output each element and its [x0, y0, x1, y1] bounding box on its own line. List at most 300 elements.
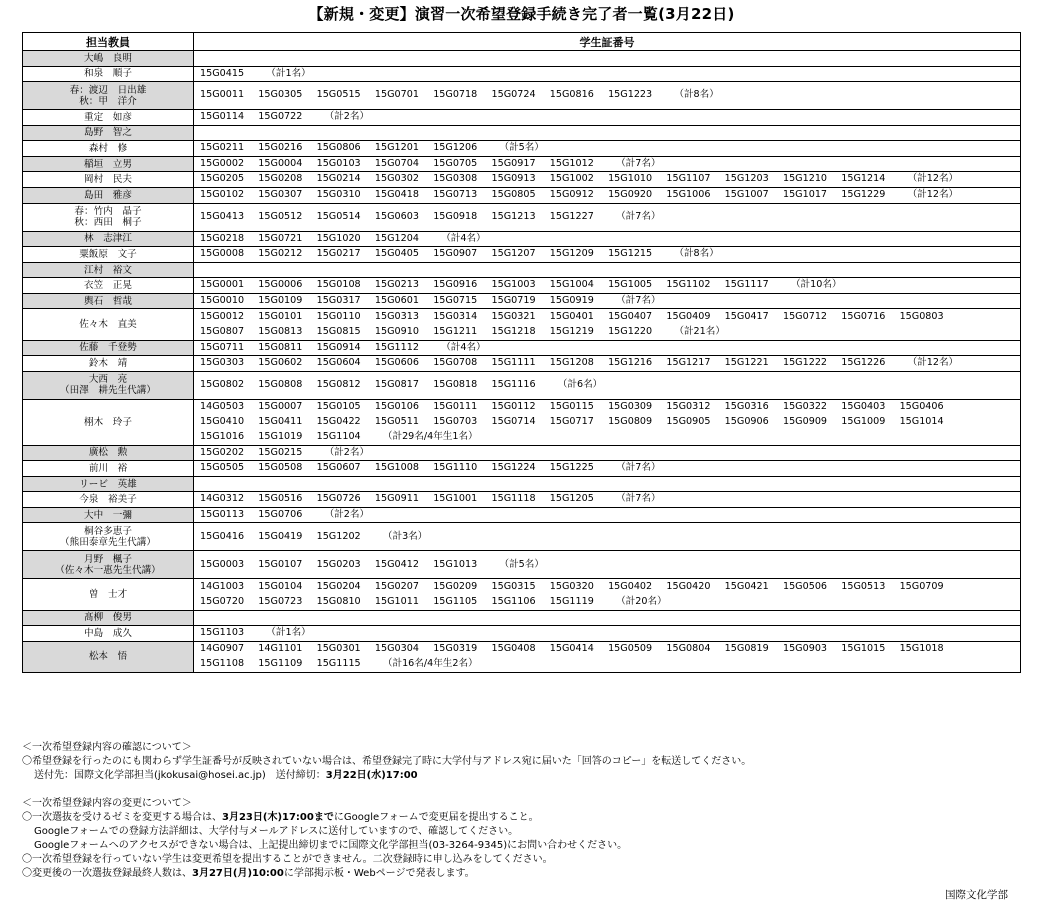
student-id: 15G0909	[782, 415, 828, 427]
student-id-list	[194, 110, 1021, 126]
student-id: 15G1013	[433, 558, 478, 570]
student-count: （計12名）	[907, 357, 959, 369]
teacher-name	[23, 203, 194, 231]
department-name: 国際文化学部	[945, 889, 1008, 901]
teacher-row	[23, 579, 1021, 610]
student-id: 15G1206	[433, 142, 478, 154]
student-id: 15G1226	[841, 357, 886, 369]
student-count: （計2名）	[324, 508, 370, 520]
teacher-name-line: 桐谷多恵子	[84, 525, 132, 537]
student-id-line	[200, 642, 1020, 657]
student-id-line	[200, 626, 1020, 641]
student-id: 15G1227	[549, 210, 594, 222]
student-id: 15G1215	[608, 248, 653, 260]
student-id-line	[200, 247, 1020, 262]
student-id: 15G0104	[258, 580, 303, 592]
student-id: 15G1220	[608, 325, 653, 337]
student-id: 15G0321	[491, 310, 536, 322]
student-id-line	[200, 378, 1020, 393]
student-id: 15G1001	[433, 493, 478, 505]
change-note-2: Googleフォームでの登録方法詳細は、大学付与メールアドレスに送付していますので、確認してください。	[34, 826, 519, 837]
student-id-list	[194, 278, 1021, 294]
student-id: 15G0202	[200, 446, 245, 458]
student-id-list	[194, 340, 1021, 356]
student-id: 15G1002	[549, 173, 594, 185]
student-id: 15G0403	[841, 401, 886, 413]
student-id: 15G0217	[316, 248, 361, 260]
student-id-list	[194, 309, 1021, 340]
student-id-list	[194, 371, 1021, 399]
student-id: 15G1207	[491, 248, 536, 260]
student-id: 15G1118	[491, 493, 536, 505]
student-id: 15G1224	[491, 462, 536, 474]
student-id-line	[200, 446, 1020, 461]
teacher-name-line: （佐々木一惠先生代講）	[55, 564, 161, 576]
teacher-name-line: リービ 英雄	[79, 478, 137, 490]
teacher-name-line: 江村 裕文	[84, 264, 132, 276]
student-id-list	[194, 231, 1021, 247]
student-id: 15G0714	[491, 415, 536, 427]
student-id: 15G0717	[549, 415, 594, 427]
student-id: 15G0103	[316, 157, 361, 169]
student-id: 15G1112	[374, 341, 419, 353]
student-id: 15G0807	[200, 325, 245, 337]
teacher-name	[23, 141, 194, 157]
teacher-column-header: 担当教員	[23, 33, 194, 51]
student-id: 15G0607	[316, 462, 361, 474]
teacher-row	[23, 340, 1021, 356]
teacher-name-line: 大嶋 良明	[84, 52, 132, 64]
student-id: 15G1216	[608, 357, 653, 369]
student-id: 15G0112	[491, 401, 536, 413]
student-id: 15G1203	[724, 173, 769, 185]
student-id-line	[200, 400, 1020, 415]
teacher-name-line: 松本 悟	[88, 651, 128, 663]
student-id: 15G0001	[200, 279, 245, 291]
student-id-list	[194, 203, 1021, 231]
change-note-3: Googleフォームへのアクセスができない場合は、上記提出締切までに国際文化学部担当(03-3264-9345)にお問い合わせください。	[34, 840, 628, 851]
student-id: 15G0401	[549, 310, 594, 322]
student-count: （計7名）	[616, 210, 661, 222]
teacher-row	[23, 66, 1021, 82]
student-id: 15G0606	[374, 357, 419, 369]
student-id: 15G1009	[841, 415, 886, 427]
student-id-line	[200, 356, 1020, 371]
student-id: 15G0007	[258, 401, 303, 413]
student-id: 15G0211	[200, 142, 245, 154]
student-id: 15G0713	[433, 188, 478, 200]
student-id: 15G1010	[608, 173, 653, 185]
student-count: （計2名）	[324, 111, 370, 123]
student-id: 15G0008	[200, 248, 245, 260]
student-id-list	[194, 82, 1021, 110]
student-id: 15G1229	[841, 188, 886, 200]
teacher-name-line: 今泉 裕美子	[79, 494, 137, 506]
student-id-line	[200, 657, 1020, 672]
student-count: （計1名）	[266, 627, 311, 639]
student-id: 15G0722	[258, 111, 303, 123]
teacher-row	[23, 125, 1021, 141]
student-id: 15G0802	[200, 379, 245, 391]
student-id-column-header: 学生証番号	[194, 33, 1021, 51]
teacher-name	[23, 610, 194, 626]
student-id: 15G0312	[666, 401, 711, 413]
student-id: 15G1108	[200, 657, 245, 669]
student-id: 15G1210	[782, 173, 828, 185]
teacher-name	[23, 66, 194, 82]
teacher-name-line: 岡村 民夫	[84, 174, 132, 186]
student-id: 15G1117	[724, 279, 769, 291]
student-count: （計4名）	[441, 232, 486, 244]
student-id-line	[200, 67, 1020, 82]
student-id-line	[200, 415, 1020, 430]
student-id-list	[194, 66, 1021, 82]
student-id: 15G1104	[316, 430, 361, 442]
teacher-row	[23, 461, 1021, 477]
student-id: 15G0102	[200, 188, 245, 200]
student-id-line	[200, 210, 1020, 225]
student-id: 15G0511	[374, 415, 419, 427]
student-id: 15G0003	[200, 558, 245, 570]
student-id: 14G0907	[200, 643, 245, 655]
student-id: 15G0910	[374, 325, 419, 337]
teacher-row	[23, 187, 1021, 203]
teacher-name	[23, 262, 194, 278]
student-id: 15G0216	[258, 142, 303, 154]
student-count: （計8名）	[674, 248, 719, 260]
student-id: 15G1005	[608, 279, 653, 291]
student-id: 15G0711	[200, 341, 245, 353]
student-id: 15G0603	[374, 210, 419, 222]
student-id: 15G0917	[491, 157, 536, 169]
student-id: 15G0718	[433, 89, 478, 101]
student-id: 15G1102	[666, 279, 711, 291]
teacher-row	[23, 371, 1021, 399]
teacher-name-line: 重定 如彦	[84, 111, 132, 123]
teacher-row	[23, 356, 1021, 372]
student-id: 15G0703	[433, 415, 478, 427]
teacher-name	[23, 579, 194, 610]
student-id-line	[200, 558, 1020, 573]
student-id: 15G0601	[374, 294, 419, 306]
student-id-list	[194, 507, 1021, 523]
student-id: 14G0312	[200, 493, 245, 505]
teacher-name-line: 島田 雅彦	[84, 189, 132, 201]
student-id: 15G0409	[666, 310, 711, 322]
student-id-line	[200, 430, 1020, 445]
teacher-name	[23, 551, 194, 579]
announce-date: 3月27日(月)10:00	[192, 868, 284, 879]
teacher-row	[23, 492, 1021, 508]
student-count: （計7名）	[616, 294, 661, 306]
student-id: 15G0304	[374, 643, 419, 655]
student-id: 15G0208	[258, 173, 303, 185]
student-id: 15G1223	[608, 89, 653, 101]
student-id: 15G0105	[316, 401, 361, 413]
teacher-name	[23, 507, 194, 523]
student-count: （計5名）	[499, 142, 544, 154]
student-id: 15G0405	[374, 248, 419, 260]
student-id: 15G1017	[782, 188, 828, 200]
student-id-list	[194, 551, 1021, 579]
student-id-list	[194, 293, 1021, 309]
student-id-line	[200, 278, 1020, 293]
student-id-list	[194, 262, 1021, 278]
student-id: 15G0410	[200, 415, 245, 427]
change-deadline: 3月23日(木)17:00まで	[222, 812, 334, 823]
teacher-row	[23, 523, 1021, 551]
student-id-list	[194, 399, 1021, 445]
student-id: 15G0111	[433, 401, 478, 413]
student-id-list	[194, 641, 1021, 672]
student-count: （計7名）	[616, 493, 661, 505]
student-id: 15G1006	[666, 188, 711, 200]
student-id: 15G0310	[316, 188, 361, 200]
student-id: 15G0218	[200, 232, 245, 244]
student-id: 15G0421	[724, 580, 769, 592]
student-id: 15G1103	[200, 627, 245, 639]
student-id: 15G0109	[258, 294, 303, 306]
student-id: 15G0805	[491, 188, 536, 200]
student-id: 15G0307	[258, 188, 303, 200]
student-id-list	[194, 247, 1021, 263]
student-id-line	[200, 580, 1020, 595]
student-id: 15G1012	[549, 157, 594, 169]
teacher-name	[23, 231, 194, 247]
student-id: 15G0417	[724, 310, 769, 322]
teacher-name	[23, 626, 194, 642]
student-id: 15G0002	[200, 157, 245, 169]
student-id: 15G0918	[433, 210, 478, 222]
student-id: 15G1211	[433, 325, 478, 337]
teacher-name-line: 秋：西田 桐子	[74, 217, 142, 229]
student-id: 15G0107	[258, 558, 303, 570]
student-id: 15G0413	[200, 210, 245, 222]
student-id: 15G0004	[258, 157, 303, 169]
student-id-list	[194, 141, 1021, 157]
student-id-list	[194, 461, 1021, 477]
student-id: 15G0508	[258, 462, 303, 474]
teacher-row	[23, 172, 1021, 188]
student-id: 15G0726	[316, 493, 361, 505]
teacher-row	[23, 293, 1021, 309]
student-id: 15G0515	[316, 89, 361, 101]
send-deadline: 3月22日(水)17:00	[325, 770, 418, 781]
student-id: 15G0706	[258, 508, 303, 520]
student-id: 15G0101	[258, 310, 303, 322]
teacher-name-line: 大西 亮	[88, 374, 128, 386]
student-count: （計3名）	[382, 530, 428, 542]
teacher-name-line: 髙柳 俊男	[84, 612, 132, 624]
teacher-name	[23, 293, 194, 309]
student-id: 15G0420	[666, 580, 711, 592]
change-note-1-text: 〇一次選抜を受けるゼミを変更する場合は、	[22, 812, 222, 823]
student-id: 15G1208	[549, 357, 594, 369]
confirm-note-1: 〇希望登録を行ったのにも関わらず学生証番号が反映されていない場合は、希望登録完了時に大学付与アドレス宛に届いた「回答のコピー」を転送してください。	[22, 756, 752, 767]
student-count: （計2名）	[324, 446, 370, 458]
student-id: 15G1106	[491, 595, 536, 607]
student-id: 15G1110	[433, 462, 478, 474]
student-id: 15G1202	[316, 530, 361, 542]
student-id: 15G0920	[608, 188, 653, 200]
student-id: 15G1222	[782, 357, 828, 369]
student-id: 15G0906	[724, 415, 769, 427]
student-id-line	[200, 310, 1020, 325]
teacher-name-line: 稲垣 立男	[84, 158, 132, 170]
teacher-name	[23, 492, 194, 508]
student-id-line	[200, 461, 1020, 476]
student-count: （計4名）	[441, 341, 486, 353]
change-note-4: 〇一次希望登録を行っていない学生は変更希望を提出することができません。二次登録時に申し込みをしてください。	[22, 854, 553, 865]
student-id: 15G0812	[316, 379, 361, 391]
teacher-name	[23, 110, 194, 126]
student-id: 15G0513	[841, 580, 886, 592]
teacher-row	[23, 141, 1021, 157]
teacher-row	[23, 247, 1021, 263]
change-note-1-tail: にGoogleフォームで変更届を提出すること。	[333, 812, 539, 823]
student-id: 15G0912	[549, 188, 594, 200]
student-count: （計7名）	[616, 157, 661, 169]
teacher-name	[23, 461, 194, 477]
teacher-row	[23, 278, 1021, 294]
change-note-1	[22, 811, 1020, 825]
teacher-name-line: 輿石 哲哉	[84, 295, 132, 307]
teacher-name-line: 春：竹内 晶子	[74, 206, 142, 218]
student-count: （計8名）	[674, 89, 719, 101]
student-id: 15G0204	[316, 580, 361, 592]
confirm-note-2	[22, 769, 1020, 783]
student-id: 15G0907	[433, 248, 478, 260]
student-id: 15G1111	[491, 357, 536, 369]
teacher-name-line: （熊田泰章先生代講）	[60, 536, 156, 548]
student-count: （計12名）	[907, 188, 959, 200]
teacher-name-line: （田澤 耕先生代講）	[60, 385, 156, 397]
student-id: 15G1218	[491, 325, 536, 337]
student-id-line	[200, 141, 1020, 156]
student-id-line	[200, 88, 1020, 103]
teacher-row	[23, 82, 1021, 110]
teacher-row	[23, 641, 1021, 672]
student-id: 15G0715	[433, 294, 478, 306]
teacher-row	[23, 309, 1021, 340]
teacher-name-line: 廣松 勲	[88, 447, 128, 459]
student-id-line	[200, 341, 1020, 356]
student-id: 15G0303	[200, 357, 245, 369]
student-count: （計5名）	[499, 558, 544, 570]
teacher-name-line: 島野 智之	[84, 127, 132, 139]
teacher-row	[23, 476, 1021, 492]
teacher-row	[23, 156, 1021, 172]
student-count: （計20名）	[616, 595, 667, 607]
student-count: （計29名/4年生1名）	[382, 430, 478, 442]
student-id-list	[194, 579, 1021, 610]
student-id: 15G0506	[782, 580, 828, 592]
student-id: 15G0207	[374, 580, 419, 592]
student-id-list	[194, 492, 1021, 508]
student-id: 15G0213	[374, 279, 419, 291]
student-id: 15G0704	[374, 157, 419, 169]
student-id: 15G0416	[200, 530, 245, 542]
student-id: 15G0808	[258, 379, 303, 391]
registration-table	[22, 32, 1021, 673]
student-count: （計7名）	[616, 462, 661, 474]
teacher-name-line: 曽 士才	[88, 589, 128, 601]
teacher-row	[23, 610, 1021, 626]
student-id-list	[194, 356, 1021, 372]
student-id: 15G0212	[258, 248, 303, 260]
student-id: 15G0803	[899, 310, 944, 322]
student-id: 15G0414	[549, 643, 594, 655]
student-id-line	[200, 157, 1020, 172]
teacher-name	[23, 187, 194, 203]
teacher-name-line: 佐々木 直美	[79, 319, 137, 331]
student-id: 15G0724	[491, 89, 536, 101]
notes-spacer	[22, 783, 1020, 797]
student-id: 15G1016	[200, 430, 245, 442]
student-id: 15G0919	[549, 294, 594, 306]
student-id: 15G0602	[258, 357, 303, 369]
teacher-row	[23, 399, 1021, 445]
student-count: （計21名）	[674, 325, 725, 337]
student-id: 15G0712	[782, 310, 828, 322]
page-title: 【新規・変更】演習一次希望登録手続き完了者一覧(3月22日)	[308, 5, 735, 23]
student-id-list	[194, 610, 1021, 626]
student-id-line	[200, 172, 1020, 187]
student-id: 15G1019	[258, 430, 303, 442]
student-id: 15G1015	[841, 643, 886, 655]
student-id: 15G0708	[433, 357, 478, 369]
student-id-line	[200, 188, 1020, 203]
student-id: 15G1115	[316, 657, 361, 669]
table-header-row	[23, 33, 1021, 51]
teacher-name-line: 前川 裕	[88, 463, 128, 474]
student-id: 15G1119	[549, 595, 594, 607]
student-id: 15G0913	[491, 173, 536, 185]
student-id: 15G1004	[549, 279, 594, 291]
teacher-row	[23, 445, 1021, 461]
teacher-name-line: 春：渡辺 日出雄	[69, 84, 147, 96]
student-id: 15G0012	[200, 310, 245, 322]
student-id: 15G0302	[374, 173, 419, 185]
student-id: 15G0305	[258, 89, 303, 101]
student-id: 15G0419	[258, 530, 303, 542]
teacher-name-line: 大中 一彌	[84, 509, 132, 521]
student-id: 15G0418	[374, 188, 419, 200]
student-id: 15G1214	[841, 173, 886, 185]
student-id: 15G0113	[200, 508, 245, 520]
student-id: 15G1205	[549, 493, 594, 505]
student-id: 15G1213	[491, 210, 536, 222]
student-id: 15G0110	[316, 310, 361, 322]
student-id: 15G0422	[316, 415, 361, 427]
student-id: 15G1105	[433, 595, 478, 607]
teacher-name-line: 林 志津江	[84, 233, 132, 245]
student-id: 15G0604	[316, 357, 361, 369]
student-id: 15G0811	[258, 341, 303, 353]
student-id: 15G1209	[549, 248, 594, 260]
student-id: 15G0407	[608, 310, 653, 322]
student-id-line	[200, 294, 1020, 309]
teacher-name-line: 森村 修	[88, 142, 128, 154]
student-id: 15G0505	[200, 462, 245, 474]
student-id: 15G1107	[666, 173, 711, 185]
student-id: 15G0214	[316, 173, 361, 185]
teacher-row	[23, 551, 1021, 579]
student-id: 15G0316	[724, 401, 769, 413]
student-id-list	[194, 187, 1021, 203]
student-id: 15G0320	[549, 580, 594, 592]
teacher-name	[23, 399, 194, 445]
